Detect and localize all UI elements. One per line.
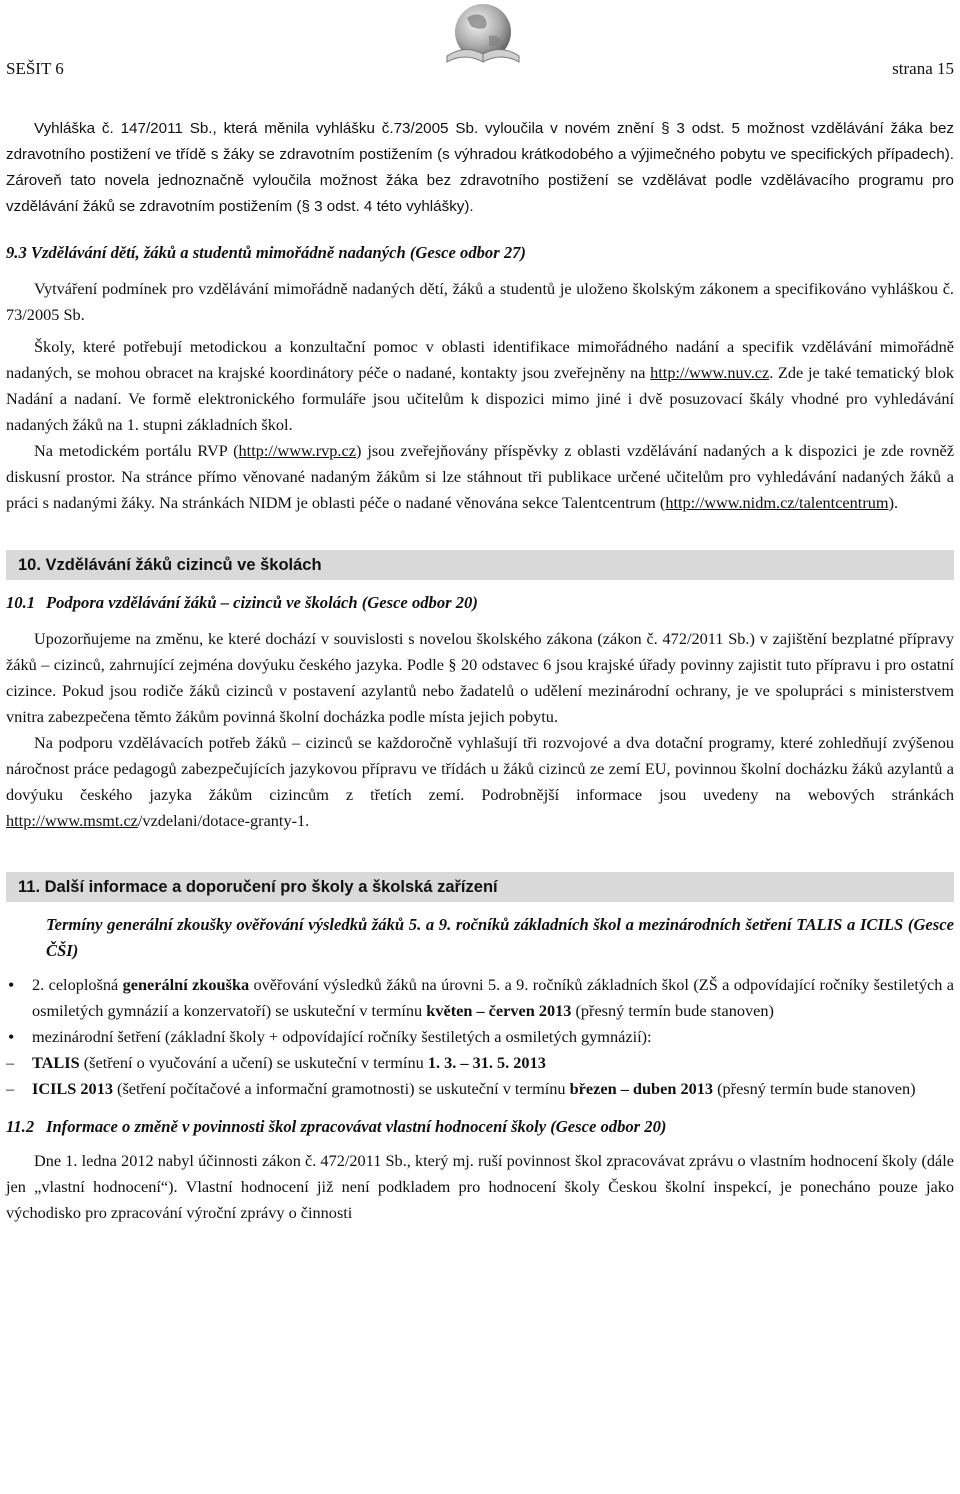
section-10-bar: 10. Vzdělávání žáků cizinců ve školách <box>6 550 954 580</box>
nuv-link[interactable]: http://www.nuv.cz <box>650 363 770 382</box>
globe-book-logo <box>437 0 525 72</box>
rvp-link[interactable]: http://www.rvp.cz <box>238 441 356 460</box>
dash-icils: – ICILS 2013 (šetření počítačové a informační gramotnosti) se uskuteční v termínu březen – duben 2013 (přesný termín bude stanoven) <box>6 1076 954 1102</box>
section-10-1-heading: 10.1 Podpora vzdělávání žáků – cizinců ve školách (Gesce odbor 20) <box>6 593 478 612</box>
s93-paragraph-1: Vytváření podmínek pro vzdělávání mimořádně nadaných dětí, žáků a studentů je uloženo školským zákonem a specifikováno vyhláškou č. 73/2005 Sb. <box>6 279 954 324</box>
header-page-number: strana 15 <box>892 59 954 78</box>
page-content <box>6 116 954 1226</box>
s11-bullet-list <box>6 972 954 1102</box>
section-11-1-heading: Termíny generální zkoušky ověřování výsledků žáků 5. a 9. ročníků základních škol a mezinárodních šetření TALIS a ICILS (Gesce ČŠI) <box>46 915 954 960</box>
s93-paragraph-2: Školy, které potřebují metodickou a konzultační pomoc v oblasti identifikace mimořádného nadání a specifik vzdělávání mimořádně nadaných, se mohou obracet na krajské koordinátory péče o nadané, kontakty jsou zveřejněny na http://www.nuv.cz. Zde je také tematický blok Nadání a nadaní. Ve formě elektronického formuláře jsou učitelům k dispozici mimo jiné i dvě posuzovací škály vhodné pro vyhledávání nadaných žáků na 1. stupni základních škol. <box>6 337 954 434</box>
section-11-bar: 11. Další informace a doporučení pro školy a školská zařízení <box>6 872 954 902</box>
s10-paragraph-1: Upozorňujeme na změnu, ke které dochází v souvislosti s novelou školského zákona (zákon č. 472/2011 Sb.) v zajištění bezplatné přípravy žáků – cizinců, zahrnující zejména dovýuku českého jazyka. Podle § 20 odstavec 6 jsou krajské úřady povinny zajistit tuto přípravu i pro ostatní cizince. Pokud jsou rodiče žáků cizinců v postavení azylantů nebo žadatelů o udělení mezinárodní ochrany, je ve spolupráci s ministerstvem vnitra zabezpečena těmto žákům povinná školní docházka podle místa jejich pobytu. <box>6 629 954 726</box>
s10-paragraph-2: Na podporu vzdělávacích potřeb žáků – cizinců se každoročně vyhlašují tři rozvojové a dva dotační programy, které zohledňují zvýšenou náročnost práce pedagogů zabezpečujících jazykovou přípravu ve třídách u žáků cizinců ze zemí EU, povinnou školní docházku žáků azylantů a dovýuku českého jazyka žákům cizincům z třetích zemí. Podrobnější informace jsou uvedeny na webových stránkách http://www.msmt.cz/vzdelani/dotace-granty-1. <box>6 733 954 830</box>
nidm-link[interactable]: http://www.nidm.cz/talentcentrum <box>665 493 889 512</box>
bullet-general-exam: • 2. celoplošná generální zkouška ověřování výsledků žáků na úrovni 5. a 9. ročníků základních škol (ZŠ a odpovídající ročníky šestiletých a osmiletých gymnázií a konzervatoří) se uskuteční v termínu květen – červen 2013 (přesný termín bude stanoven) <box>6 972 954 1024</box>
intro-paragraph: Vyhláška č. 147/2011 Sb., která měnila vyhlášku č.73/2005 Sb. vyloučila v novém znění § 3 odst. 5 možnost vzdělávání žáka bez zdravotního postižení ve třídě s žáky se zdravotním postižením (s výhradou krátkodobého a výjimečného pobytu ve specifických případech). Zároveň tato novela jednoznačně vyloučila možnost žáka bez zdravotního postižení se vzdělávat podle vzdělávacího programu pro vzdělávání žáků se zdravotním postižením (§ 3 odst. 4 této vyhlášky). <box>6 120 954 215</box>
section-11-2-heading: 11.2 Informace o změně v povinnosti škol zpracovávat vlastní hodnocení školy (Gesce odbor 20) <box>6 1117 667 1136</box>
section-9-3-heading: 9.3 Vzdělávání dětí, žáků a studentů mimořádně nadaných (Gesce odbor 27) <box>6 243 526 262</box>
header-left: SEŠIT 6 <box>6 59 64 78</box>
s93-paragraph-3: Na metodickém portálu RVP (http://www.rvp.cz) jsou zveřejňovány příspěvky z oblasti vzdělávání nadaných a k dispozici je zde rovněž diskusní prostor. Na stránce přímo věnované nadaným žákům si lze stáhnout tři publikace určené učitelům pro vyhledávání nadaných žáků a práci s nadanými žáky. Na stránkách NIDM je oblasti péče o nadané věnována sekce Talentcentrum (http://www.nidm.cz/talentcentrum). <box>6 441 954 512</box>
dash-talis: – TALIS (šetření o vyučování a učení) se uskuteční v termínu 1. 3. – 31. 5. 2013 <box>6 1050 954 1076</box>
s11-paragraph-last: Dne 1. ledna 2012 nabyl účinnosti zákon č. 472/2011 Sb., který mj. ruší povinnost škol zpracovávat zprávu o vlastním hodnocení školy (dále jen „vlastní hodnocení“). Vlastní hodnocení již není podkladem pro hodnocení školy Českou školní inspekcí, je ponecháno pouze jako východisko pro zpracování výroční zprávy o činnosti <box>6 1151 954 1222</box>
msmt-link[interactable]: http://www.msmt.cz <box>6 811 138 830</box>
survey-dash-list <box>6 1050 954 1102</box>
bullet-international-survey: • mezinárodní šetření (základní školy + odpovídající ročníky šestiletých a osmiletých gymnázií): – TALIS (šetření o vyučování a učení) se uskuteční v termínu 1. 3. – 31. 5. 2013 – ICILS 2013 (šetření počítačové a informační gramotnosti) se uskuteční v termínu březen – duben 2013 (přesný termín bude stanoven) <box>6 1024 954 1102</box>
